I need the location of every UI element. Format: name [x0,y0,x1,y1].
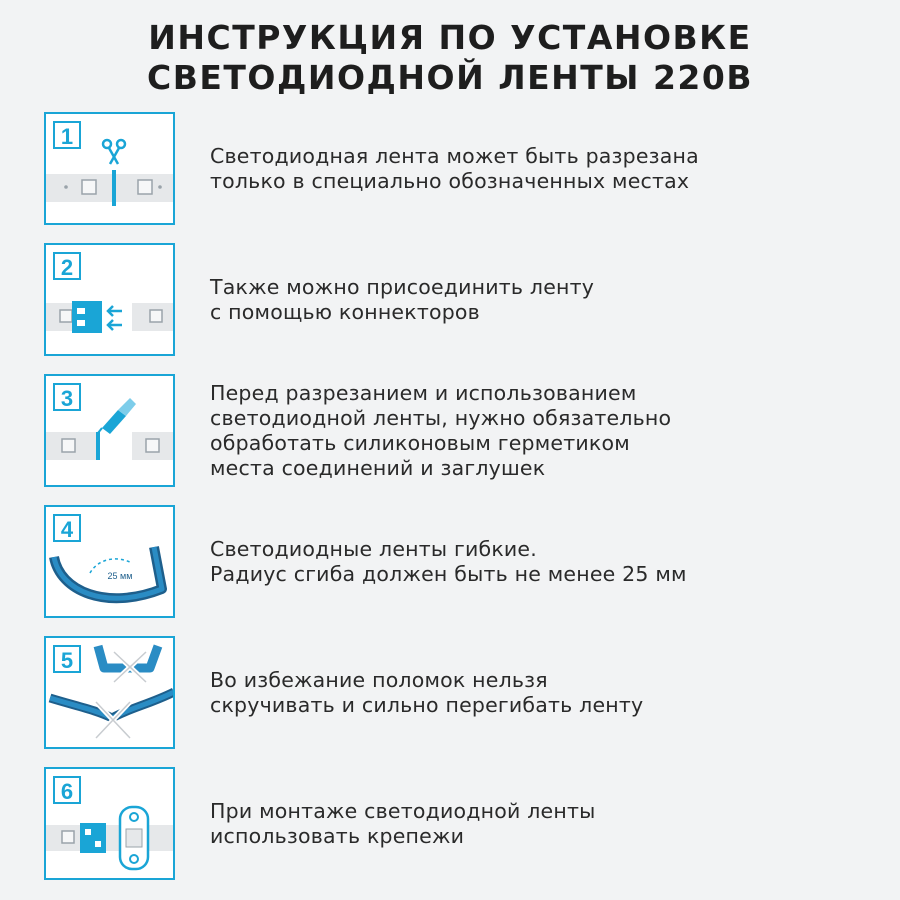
step-5-line-1: Во избежание поломок нельзя [210,667,548,692]
step-2 [44,243,864,356]
step-6-line-1: При монтаже светодиодной ленты [210,798,596,823]
sealant-icon [46,376,175,487]
connector-icon [46,245,175,356]
step-1-line-2: только в специально обозначенных местах [210,168,690,193]
step-4 [44,505,864,618]
step-3-line-2: светодиодной ленты, нужно обязательно [210,405,672,430]
step-5-icon-box [44,636,175,749]
step-6-number: 6 [60,779,74,804]
radius-label: 25 мм [107,571,133,581]
page-title [0,18,900,98]
step-4-icon-box [44,505,175,618]
bend-radius-icon [46,507,175,618]
title-line-1: ИНСТРУКЦИЯ ПО УСТАНОВКЕ [148,18,752,57]
step-3-icon-box [44,374,175,487]
step-3-line-4: места соединений и заглушек [210,455,546,480]
step-5-text [210,636,850,749]
step-4-text [210,505,850,618]
step-1-text [210,112,850,225]
step-1-number: 1 [60,124,74,149]
step-1-line-1: Светодиодная лента может быть разрезана [210,143,699,168]
scissors-cut-icon [46,114,175,225]
step-4-line-1: Светодиодные ленты гибкие. [210,536,537,561]
step-3-number: 3 [60,386,74,411]
step-3-line-3: обработать силиконовым герметиком [210,430,630,455]
step-6-text [210,767,850,880]
step-1-icon-box [44,112,175,225]
step-5-number: 5 [60,648,74,673]
step-6 [44,767,864,880]
step-2-line-2: с помощью коннекторов [210,299,480,324]
mounting-clip-icon [46,769,175,880]
step-6-line-2: использовать крепежи [210,823,465,848]
step-6-icon-box [44,767,175,880]
step-2-line-1: Также можно присоединить ленту [210,274,595,299]
step-5-line-2: скручивать и сильно перегибать ленту [210,692,644,717]
step-3-line-1: Перед разрезанием и использованием [210,380,637,405]
step-4-line-2: Радиус сгиба должен быть не менее 25 мм [210,561,687,586]
step-1 [44,112,864,225]
step-5 [44,636,864,749]
step-2-number: 2 [60,255,74,280]
step-2-icon-box [44,243,175,356]
step-3 [44,374,864,487]
no-twist-icon [46,638,175,749]
step-4-number: 4 [60,517,74,542]
step-2-text [210,243,850,356]
step-3-text [210,374,850,487]
title-line-2: СВЕТОДИОДНОЙ ЛЕНТЫ 220В [146,58,753,97]
